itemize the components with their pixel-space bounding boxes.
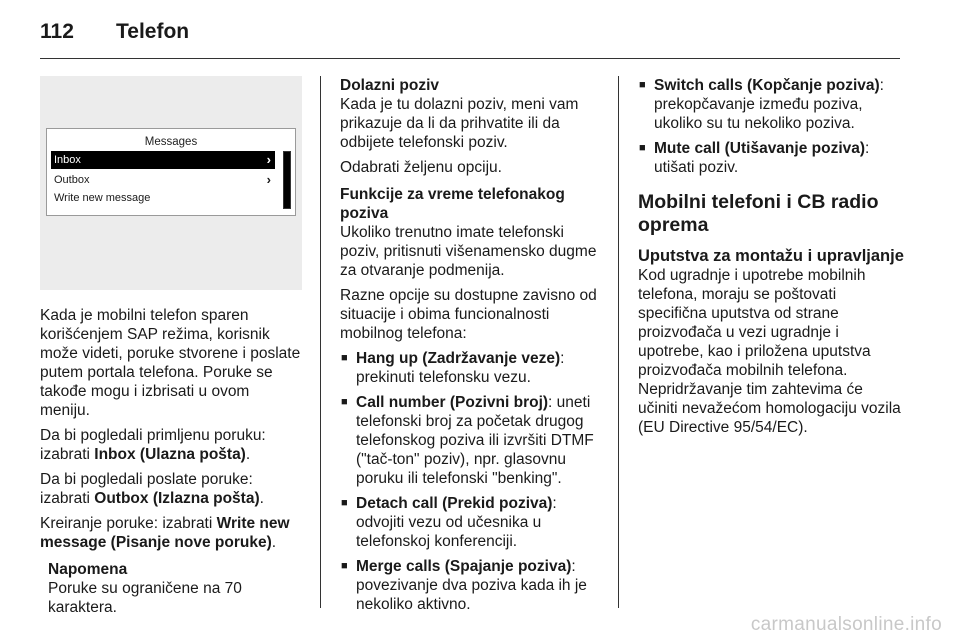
column-left: [40, 76, 302, 617]
note-box: [40, 560, 302, 617]
menu-term: Write new message (Pisanje nove poruke): [40, 515, 290, 551]
option-term: Switch calls (Kopčanje poziva): [654, 77, 880, 94]
option-list: [340, 349, 604, 614]
option-list: [638, 76, 904, 177]
list-item: [340, 557, 604, 614]
subsection-title: Uputstva za montažu i upravljanje: [638, 247, 904, 265]
list-item: [340, 349, 604, 387]
display-screenshot: [40, 76, 302, 290]
option-term: Hang up (Zadržavanje veze): [356, 350, 561, 367]
option-text: : utišati poziv.: [654, 140, 870, 176]
note-title: Napomena: [48, 561, 128, 578]
heading-call-functions: Funkcije za vreme telefonakog poziva: [340, 186, 565, 222]
menu-term: Inbox (Ulazna pošta): [94, 446, 246, 463]
heading-incoming-call: Dolazni poziv: [340, 77, 440, 94]
column-divider-1: [320, 76, 321, 608]
menu-term: Outbox (Izlazna pošta): [94, 490, 260, 507]
menu-item-label: Outbox: [54, 174, 90, 186]
option-term: Call number (Pozivni broj): [356, 394, 549, 411]
text: Da bi pogledali poslate poruke: izabrati: [40, 471, 253, 507]
menu-title: Messages: [144, 136, 198, 148]
option-term: Mute call (Utišavanje poziva): [654, 140, 866, 157]
text: .: [245, 446, 251, 463]
text: .: [259, 490, 264, 507]
menu-scrollbar[interactable]: [283, 151, 291, 209]
menu-item-label: Inbox: [54, 154, 81, 166]
option-term: Merge calls (Spajanje poziva): [356, 558, 572, 575]
option-term: Detach call (Prekid poziva): [356, 495, 553, 512]
option-text: : prekinuti telefonsku vezu.: [356, 350, 565, 386]
page-number: 112: [40, 20, 74, 43]
paragraph: Kada je tu dolazni poziv, meni vam prikazuje da li da prihvatite ili da odbijete telefonski poziv.: [340, 96, 579, 151]
column-middle: [340, 76, 604, 620]
option-text: : uneti telefonski broj za početak drugog telefonskog poziva ili izvršiti DTMF ("tač-ton" poziv), npr. glasovnu poruku ili telefonski "benking".: [356, 394, 594, 487]
text: .: [271, 534, 277, 551]
watermark: carmanualsonline.info: [750, 614, 942, 635]
section-title: Mobilni telefoni i CB radio oprema: [638, 191, 879, 236]
option-text: : odvojiti vezu od učesnika u telefonskoj konferenciji.: [356, 495, 557, 550]
messages-menu: [46, 128, 296, 216]
menu-item-label: Write new message: [54, 192, 151, 204]
text: Da bi pogledali primljenu poruku: izabrati: [40, 427, 266, 463]
page-header: [40, 20, 900, 60]
scrollbar-thumb[interactable]: [284, 152, 290, 208]
header-divider: [40, 58, 900, 59]
paragraph: Ukoliko trenutno imate telefonski poziv, pritisnuti višenamensko dugme za otvaranje podmenija.: [340, 224, 597, 279]
column-right: [638, 76, 904, 443]
page-title: Telefon: [116, 20, 190, 43]
menu-item-inbox[interactable]: [51, 151, 275, 169]
column-divider-2: [618, 76, 619, 608]
option-text: : povezivanje dva poziva kada ih je nekoliko aktivno.: [356, 558, 587, 613]
chevron-right-icon: ›: [266, 152, 271, 167]
menu-item-write-new[interactable]: [51, 189, 275, 207]
paragraph: Kod ugradnje i upotrebe mobilnih telefona, moraju se poštovati specifična uputstva od strane proizvođača u vezi ugradnje i upotrebe, kao i priložena uputstva proizvođača mobilnih telefona. Nepridržavanje tim zahtevima će učiniti nevažećom homologaciju vozila (EU Directive 95/54/EC).: [638, 267, 901, 436]
chevron-right-icon: ›: [266, 172, 271, 187]
paragraph: [40, 514, 302, 552]
paragraph: Kada je mobilni telefon sparen korišćenjem SAP režima, korisnik može videti, poruke stvorene i poslate putem portala telefona. Poruke se takođe mogu i izbrisati u ovom meniju.: [40, 307, 301, 419]
text: Kreiranje poruke: izabrati: [40, 515, 217, 532]
note-text: Poruke su ograničene na 70 karaktera.: [48, 580, 242, 616]
list-item: [340, 494, 604, 551]
paragraph: Razne opcije su dostupne zavisno od situacije i obima funcionalnosti mobilnog telefona:: [340, 287, 597, 342]
list-item: [340, 393, 604, 488]
option-text: : prekopčavanje između poziva, ukoliko su tu nekoliko poziva.: [654, 77, 884, 132]
list-item: [638, 139, 904, 177]
paragraph: Odabrati željenu opciju.: [340, 159, 502, 176]
paragraph: [40, 426, 302, 464]
menu-item-outbox[interactable]: [51, 171, 275, 189]
paragraph: [40, 470, 302, 508]
list-item: [638, 76, 904, 133]
